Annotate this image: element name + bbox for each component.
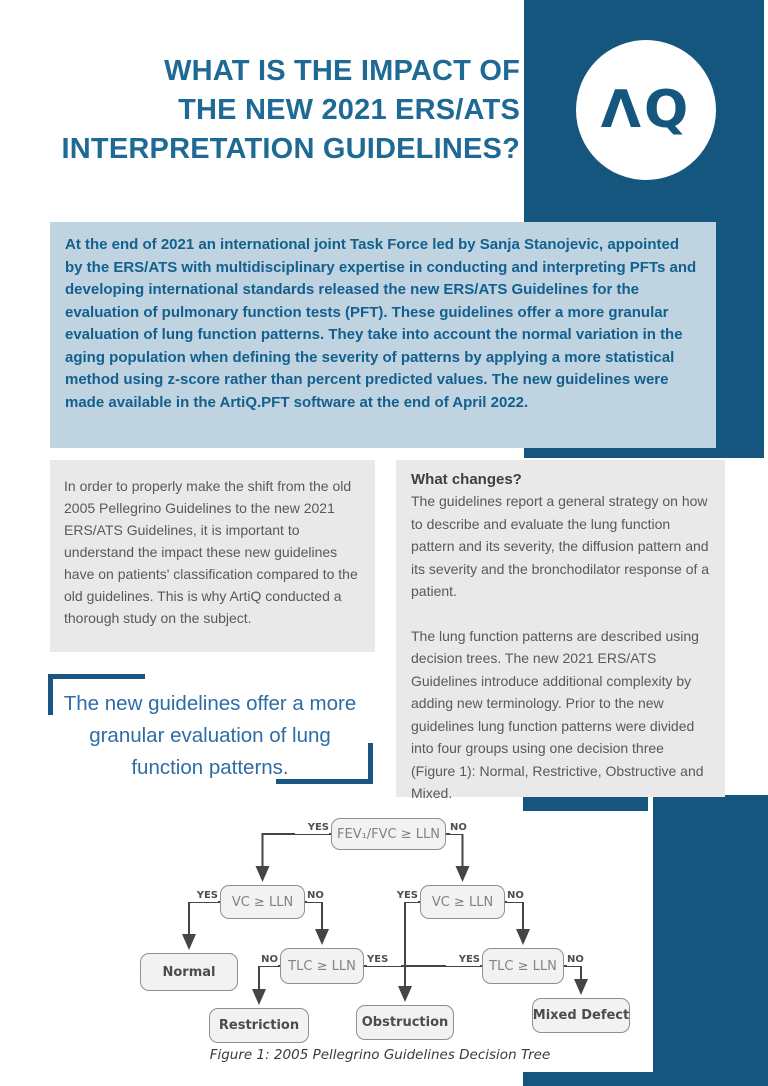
edge-label-yes-tlc-left: YES	[367, 954, 401, 966]
tree-leaf-normal: Normal	[140, 953, 238, 991]
artiq-logo	[576, 40, 716, 180]
figure-caption: Figure 1: 2005 Pellegrino Guidelines Decision Tree	[209, 1047, 551, 1063]
tree-node-vc-right: VC ≥ LLN	[420, 885, 505, 919]
right-edge-accent	[653, 795, 768, 1086]
pull-quote-text: The new guidelines offer a more granular evaluation of lung function patterns.	[63, 692, 357, 779]
tree-node-fev1-fvc: FEV₁/FVC ≥ LLN	[331, 818, 446, 850]
footer-accent	[523, 1072, 768, 1086]
edge-label-yes-vc-left: YES	[184, 890, 218, 902]
tree-leaf-restriction: Restriction	[209, 1008, 309, 1043]
edge-label-no-vc-right: NO	[507, 890, 541, 902]
page-title-line3: INTERPRETATION GUIDELINES?	[61, 133, 520, 165]
artiq-logo-text: ΛQ	[600, 80, 692, 140]
quote-bracket-top-left	[48, 674, 145, 715]
tree-node-vc-left: VC ≥ LLN	[220, 885, 305, 919]
pull-quote	[40, 674, 380, 784]
quote-bracket-bottom-right	[276, 743, 373, 784]
what-changes-box	[396, 460, 725, 801]
tree-node-tlc-right: TLC ≥ LLN	[482, 948, 564, 984]
study-context-box	[50, 460, 375, 652]
tree-node-tlc-left: TLC ≥ LLN	[280, 948, 364, 984]
intro-text: At the end of 2021 an international joint Task Force led by Sanja Stanojevic, appointed by the ERS/ATS with multidisciplinary expertise in conducting and interpreting PFTs and developing international standards released the new ERS/ATS Guidelines for the evaluation of pulmonary function tests (PFT). These guidelines offer a more granular evaluation of lung function patterns. They take into account the normal variation in the aging population when defining the severity of patterns by applying a more statistical method using z-score rather than percent predicted values. The new guidelines were made available in the ArtiQ.PFT software at the end of April 2022.	[65, 236, 697, 411]
edge-label-yes-vc-right: YES	[384, 890, 418, 902]
edge-label-no-tlc-right: NO	[567, 954, 601, 966]
edge-label-no-root-right: NO	[450, 822, 484, 834]
tree-leaf-mixed-defect: Mixed Defect	[532, 998, 630, 1033]
edge-label-no-tlc-left: NO	[244, 954, 278, 966]
edge-label-yes-root-left: YES	[295, 822, 329, 834]
page-title	[28, 52, 520, 169]
edge-label-no-vc-left: NO	[307, 890, 341, 902]
what-changes-paragraph-2: The lung function patterns are described using decision trees. The new 2021 ERS/ATS Guidelines introduce additional complexity by adding new terminology. Prior to the new guidelines lung function patterns were divided into four groups using one decision three (Figure 1): Normal, Restrictive, Obstructive and Mixed.	[411, 627, 704, 801]
intro-highlight-box	[50, 222, 716, 448]
what-changes-heading: What changes?	[411, 471, 522, 488]
study-context-text: In order to properly make the shift from the old 2005 Pellegrino Guidelines to the new 2021 ERS/ATS Guidelines, it is important to understand the impact these new guidelines have on patients' classification compared to the old guidelines. This is why ArtiQ conducted a thorough study on the subject.	[64, 478, 358, 626]
what-changes-paragraph-1: The guidelines report a general strategy on how to describe and evaluate the lung function pattern and its severity, the diffusion pattern and its severity and the bronchodilator response of a patient.	[411, 493, 710, 599]
edge-label-yes-tlc-right: YES	[446, 954, 480, 966]
page-title-line1: WHAT IS THE IMPACT OF	[164, 55, 520, 87]
page-title-line2: THE NEW 2021 ERS/ATS	[178, 94, 520, 126]
tree-leaf-obstruction: Obstruction	[356, 1005, 454, 1040]
